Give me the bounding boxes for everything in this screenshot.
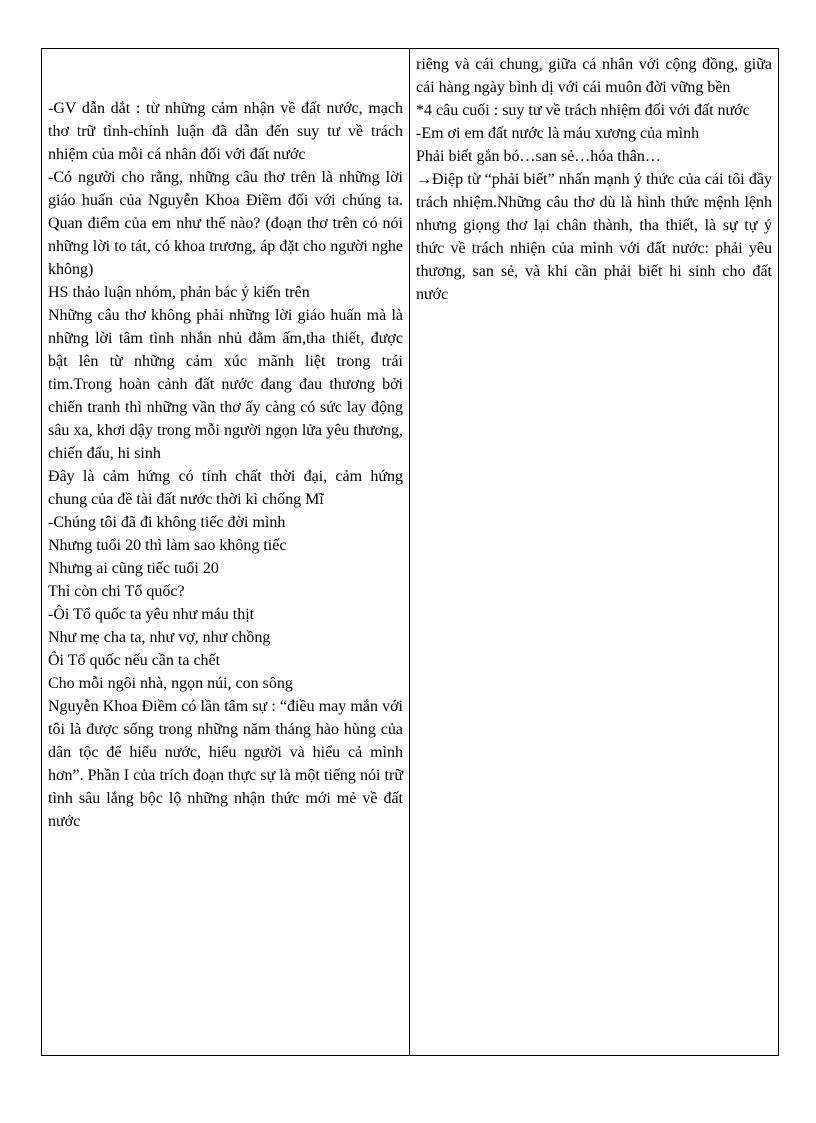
poem-line: Phải biết gắn bó…san sẻ…hóa thân… [416, 148, 661, 165]
left-column [42, 49, 409, 833]
poem-line: Ôi Tổ quốc nếu cần ta chết [48, 652, 221, 669]
poem-line: Cho mỗi ngôi nhà, ngọn núi, con sông [48, 675, 293, 692]
poem-line: Thì còn chi Tổ quốc? [48, 583, 185, 600]
poem-line: -Chúng tôi đã đi không tiếc đời mình [48, 514, 286, 531]
right-column [410, 49, 778, 306]
paragraph: Đây là cảm hứng có tính chất thời đại, cảm hứng chung của đề tài đất nước thời kì chống Mĩ [48, 468, 403, 508]
poem-line: -Em ơi em đất nước là máu xương của mình [416, 125, 700, 142]
paragraph: -GV dẫn dắt : từ những cảm nhận về đất nước, mạch thơ trữ tình-chính luận đã dẫn đến suy tư về trách nhiệm của mỗi cá nhân đối với đất nước [48, 100, 403, 163]
poem-line: Nhưng ai cũng tiếc tuổi 20 [48, 560, 219, 577]
poem-line: Nhưng tuổi 20 thì làm sao không tiếc [48, 537, 287, 554]
poem-line: Như mẹ cha ta, như vợ, như chồng [48, 629, 271, 646]
paragraph: Những câu thơ không phải những lời giáo huấn mà là những lời tâm tình nhắn nhủ đằm ấm,tha thiết, được bật lên từ những cảm xúc mãnh liệt trong trái tim.Trong hoàn cảnh đất nước đang đau thương bởi chiến tranh thì những vần thơ ấy càng có sức lay động sâu xa, khơi dậy trong mỗi người ngọn lửa yêu thương, chiến đấu, hi sinh [48, 307, 403, 462]
right-column-cell [410, 49, 779, 1056]
poem-line: -Ôi Tổ quốc ta yêu như máu thịt [48, 606, 255, 623]
paragraph: Nguyễn Khoa Điềm có lần tâm sự : “điều may mắn với tôi là được sống trong những năm tháng hào hùng của dân tộc để hiểu nước, hiểu người và hiểu cả mình hơn”. Phần I của trích đoạn thực sự là một tiếng nói trữ tình sâu lắng bộc lộ những nhận thức mới mẻ về đất nước [48, 698, 403, 830]
paragraph: →Điệp từ “phải biết” nhấn mạnh ý thức của cái tôi đầy trách nhiệm.Những câu thơ dù là hình thức mệnh lệnh nhưng giọng thơ lại chân thành, tha thiết, là sự tự ý thức về trách nhiện của mình với đất nước: phải yêu thương, san sẻ, và khi cần phải biết hi sinh cho đất nước [416, 171, 772, 303]
left-column-cell [42, 49, 410, 1056]
paragraph: riêng và cái chung, giữa cá nhân với cộng đồng, giữa cái hàng ngày bình dị với cái muôn đời vững bền [416, 56, 772, 96]
content-table [41, 48, 779, 1056]
table-row [42, 49, 779, 1056]
paragraph: *4 câu cuối : suy tư về trách nhiệm đối với đất nước [416, 102, 750, 119]
paragraph: HS thảo luận nhóm, phản bác ý kiến trên [48, 284, 310, 301]
paragraph: -Có người cho rằng, những câu thơ trên là những lời giáo huấn của Nguyễn Khoa Điềm đối với chúng ta. Quan điểm của em như thế nào? (đoạn thơ trên có nói những lời to tát, có khoa trương, áp đặt cho người nghe không) [48, 169, 403, 278]
